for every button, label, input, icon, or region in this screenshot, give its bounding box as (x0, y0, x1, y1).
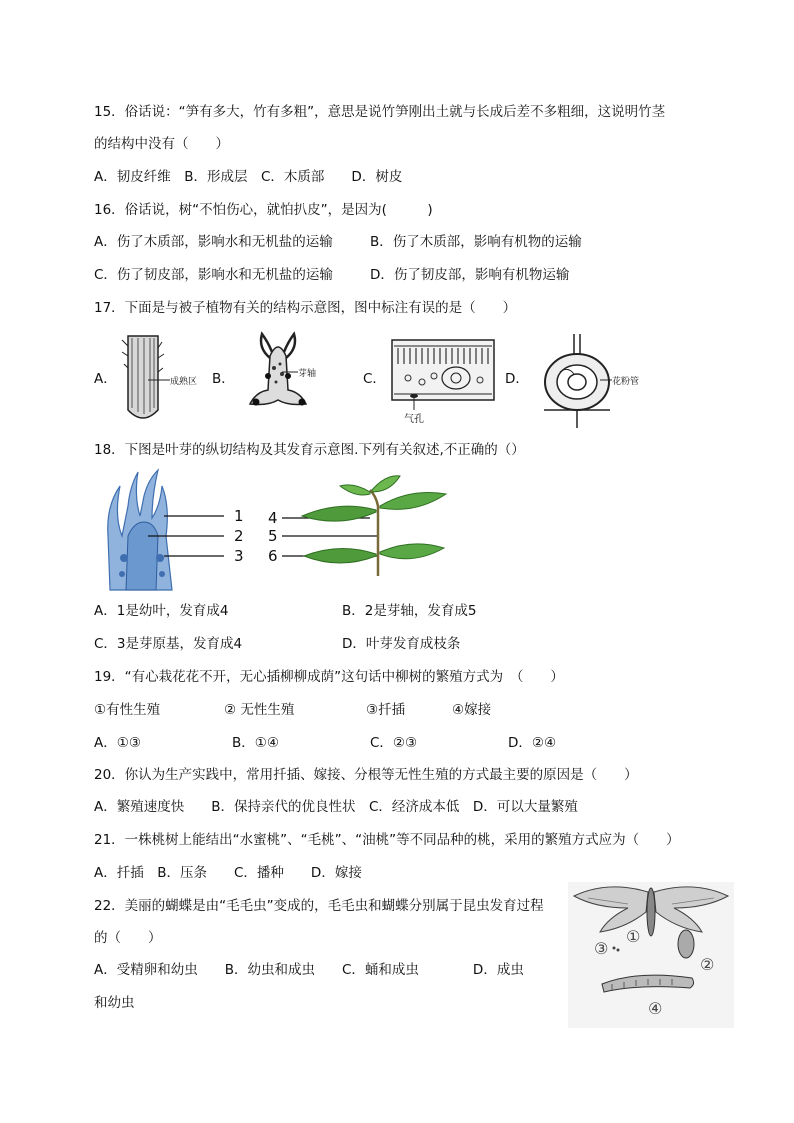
q21-options: A．扦插 B．压条 C．播种 D．嫁接 (94, 865, 362, 881)
q18-option-b: B．2是芽轴，发育成5 (342, 603, 477, 619)
q18-stem: 18．下图是叶芽的纵切结构及其发育示意图.下列有关叙述,不正确的（） (94, 442, 525, 458)
num-6: 6 (268, 547, 278, 565)
blue-bud-illustration (108, 470, 172, 590)
leaf-section-figure (388, 336, 500, 432)
label-mature-zone: 成熟区 (170, 377, 198, 387)
q17-label-a: A． (94, 371, 117, 387)
bud-section-figure (228, 328, 343, 420)
leafy-branch-illustration (302, 476, 446, 576)
label-bud-axis: 芽轴 (298, 369, 317, 379)
q17-label-d: D． (505, 371, 529, 387)
q17-label-b: B． (212, 371, 235, 387)
stage-num-3: ③ (594, 939, 609, 958)
q22-options-cont: 和幼虫 (94, 995, 135, 1011)
butterfly-lifecycle-figure (568, 882, 734, 1028)
q22-options: A．受精卵和幼虫 B．幼虫和成虫 C．蛹和成虫 D．成虫 (94, 962, 524, 978)
num-3: 3 (234, 547, 244, 565)
q19-option-b: B．①④ (232, 735, 279, 751)
q21-stem: 21．一株桃树上能结出“水蜜桃”、“毛桃”、“油桃”等不同品种的桃，采用的繁殖方式应为（ ） (94, 832, 680, 848)
q16-stem: 16．俗话说，树“不怕伤心，就怕扒皮”，是因为( ) (94, 202, 433, 218)
q16-option-c: C．伤了韧皮部，影响水和无机盐的运输 (94, 267, 333, 283)
q17-stem: 17．下面是与被子植物有关的结构示意图，图中标注有误的是（ ） (94, 300, 517, 316)
q15-stem-line2: 的结构中没有（ ） (94, 136, 229, 152)
q18-option-d: D．叶芽发育成枝条 (342, 636, 461, 652)
q19-option-d: D．②④ (508, 735, 557, 751)
label-pollen-tube: 花粉管 (612, 377, 640, 387)
q16-option-a: A．伤了木质部，影响水和无机盐的运输 (94, 234, 333, 250)
q19-item-3: ③扦插 (366, 702, 406, 718)
q18-option-c: C．3是芽原基，发育成4 (94, 636, 243, 652)
pupa-illustration (678, 930, 694, 958)
q20-stem: 20．你认为生产实践中，常用扦插、嫁接、分根等无性生殖的方式最主要的原因是（ ） (94, 767, 638, 783)
stage-num-4: ④ (648, 999, 663, 1018)
q16-option-b: B．伤了木质部，影响有机物的运输 (370, 234, 582, 250)
q19-item-2: ② 无性生殖 (224, 702, 295, 718)
q19-stem: 19．“有心栽花花不开，无心插柳柳成荫”这句话中柳树的繁殖方式为 （ ） (94, 669, 564, 685)
ovule-figure (530, 330, 660, 430)
q22-stem-line2: 的（ ） (94, 930, 162, 946)
num-2: 2 (234, 527, 244, 545)
num-4: 4 (268, 509, 278, 527)
q18-option-a: A．1是幼叶，发育成4 (94, 603, 229, 619)
q15-options: A．韧皮纤维 B．形成层 C．木质部 D．树皮 (94, 169, 403, 185)
q19-option-a: A．①③ (94, 735, 141, 751)
q19-option-c: C．②③ (370, 735, 418, 751)
q16-option-d: D．伤了韧皮部，影响有机物运输 (370, 267, 570, 283)
leaf-bud-figure (100, 466, 460, 596)
stage-num-1: ① (626, 927, 641, 946)
num-5: 5 (268, 527, 278, 545)
q22-stem-line1: 22．美丽的蝴蝶是由“毛毛虫”变成的，毛毛虫和蝴蝶分别属于昆虫发育过程 (94, 898, 544, 914)
q17-label-c: C． (363, 371, 386, 387)
root-tip-figure (118, 328, 208, 428)
q15-stem-line1: 15．俗话说：“笋有多大，竹有多粗”，意思是说竹笋刚出土就与长成后差不多粗细，这说明竹茎 (94, 104, 666, 120)
stage-num-2: ② (700, 955, 715, 974)
q19-item-1: ①有性生殖 (94, 702, 161, 718)
q20-options: A．繁殖速度快 B．保持亲代的优良性状 C．经济成本低 D．可以大量繁殖 (94, 799, 578, 815)
label-stoma: 气孔 (404, 414, 424, 425)
num-1: 1 (234, 507, 244, 525)
q19-item-4: ④嫁接 (452, 702, 492, 718)
